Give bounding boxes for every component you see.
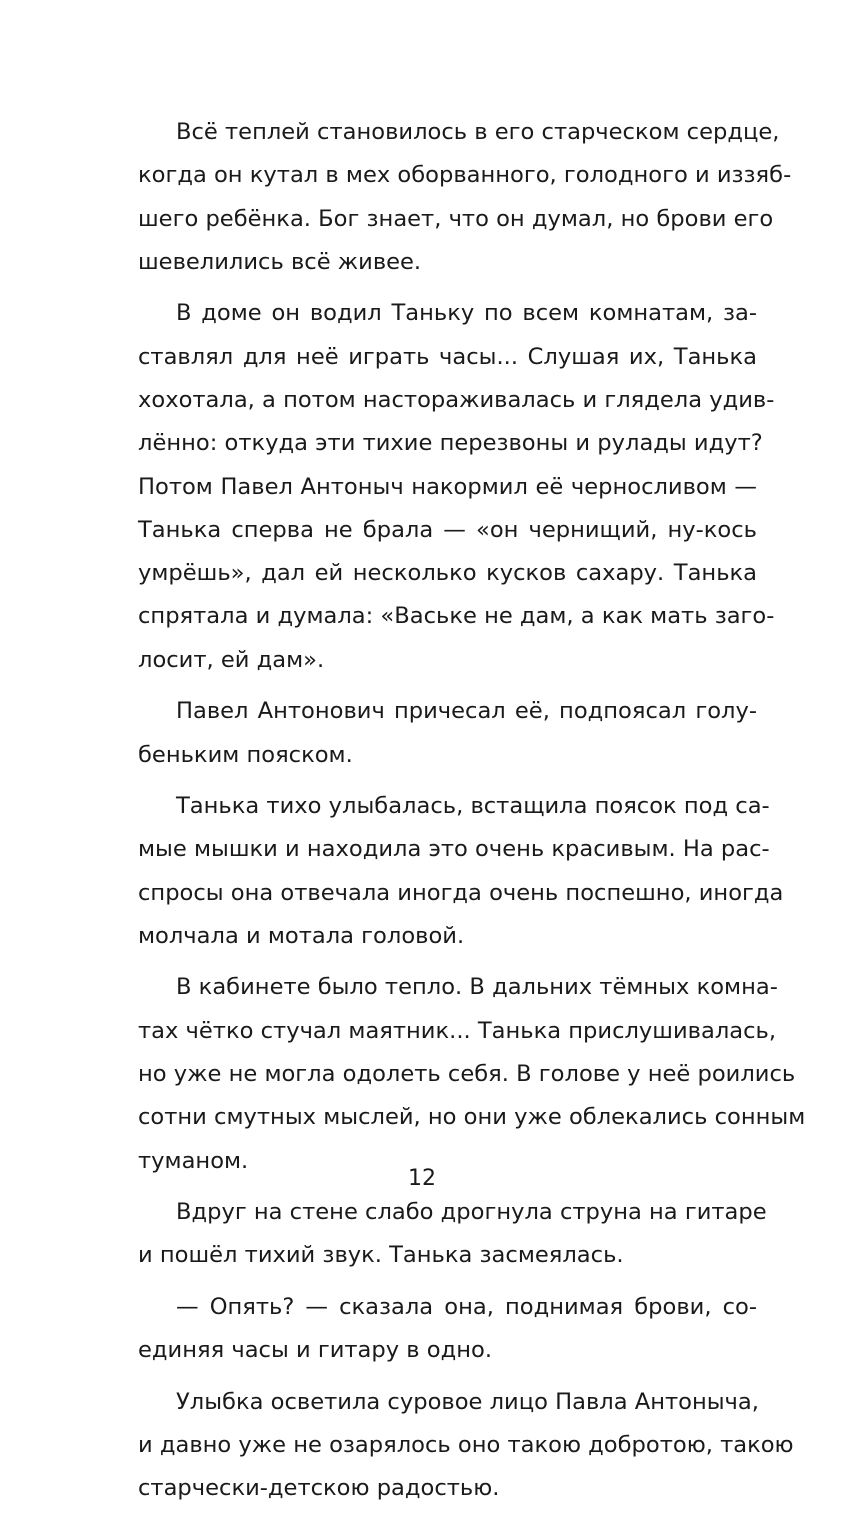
text-line: ставлял для неё играть часы... Слушая их, Танька (138, 343, 757, 370)
text-line: умрёшь», дал ей несколько кусков сахару. Танька (138, 560, 757, 587)
text-line: но уже не могла одолеть себя. В голове у неё роились (138, 1060, 796, 1087)
text-line: когда он кутал в мех оборванного, голодного и иззяб- (138, 162, 792, 189)
text-line: Всё теплей становилось в его старческом сердце, (176, 119, 780, 145)
text-line: В кабинете было тепло. В дальних тёмных комна- (176, 974, 778, 1001)
text-line: тах чётко стучал маятник... Танька прислушивалась, (138, 1017, 777, 1044)
paragraph-1 (138, 111, 792, 284)
text-line: спросы она отвечала иногда очень поспешно, иногда (138, 879, 784, 906)
text-line: единяя часы и гитару в одно. (138, 1337, 493, 1364)
book-page-text (138, 111, 806, 1519)
text-line: лосит, ей дам». (138, 646, 325, 673)
text-line: туманом. (138, 1147, 249, 1174)
paragraph-3 (138, 690, 757, 777)
paragraph-6 (138, 1191, 767, 1278)
text-line: Танька сперва не брала — «он чернищий, ну-кось (138, 516, 757, 543)
page-number: 12 (408, 1166, 436, 1191)
text-line: молчала и мотала головой. (138, 922, 465, 949)
text-line: и пошёл тихий звук. Танька засмеялась. (138, 1242, 624, 1269)
text-line: Павел Антонович причесал её, подпоясал голу- (176, 698, 757, 725)
paragraph-8 (138, 1381, 794, 1511)
text-line: беньким пояском. (138, 741, 353, 768)
text-line: хохотала, а потом настораживалась и глядела удив- (138, 386, 775, 413)
text-line: мые мышки и находила это очень красивым. На рас- (138, 836, 770, 863)
paragraph-4 (138, 785, 784, 958)
paragraph-7 (138, 1286, 757, 1373)
text-line: Танька тихо улыбалась, встащила поясок под са- (176, 793, 770, 820)
text-line: шевелились всё живее. (138, 248, 422, 275)
paragraph-5 (138, 966, 806, 1182)
text-line: сотни смутных мыслей, но они уже облекались сонным (138, 1104, 806, 1131)
text-line: Вдруг на стене слабо дрогнула струна на гитаре (176, 1199, 767, 1226)
text-line: Потом Павел Антоныч накормил её черносливом — (138, 473, 757, 500)
paragraph-2 (138, 292, 775, 682)
text-line: — Опять? — сказала она, поднимая брови, со- (176, 1293, 757, 1320)
text-line: спрятала и думала: «Ваське не дам, а как мать заго- (138, 603, 775, 630)
text-line: шего ребёнка. Бог знает, что он думал, но брови его (138, 205, 774, 232)
text-line: В доме он водил Таньку по всем комнатам, за- (176, 300, 757, 327)
text-line: Улыбка осветила суровое лицо Павла Антоныча, (176, 1388, 759, 1415)
text-line: лённо: откуда эти тихие перезвоны и рулады идут? (138, 430, 763, 457)
text-line: и давно уже не озарялось оно такою добротою, такою (138, 1431, 794, 1458)
text-line: старчески-детскою радостью. (138, 1475, 500, 1502)
